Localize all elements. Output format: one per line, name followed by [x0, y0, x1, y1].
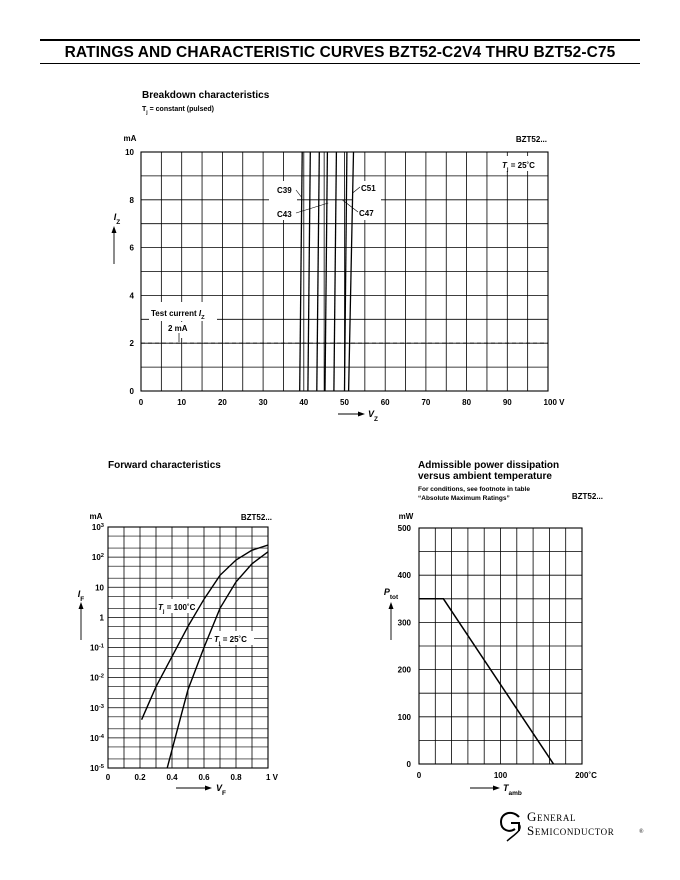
logo-line-1: General — [527, 809, 577, 824]
chart1-test-current-label: Test current $I_Z$ — [151, 309, 205, 321]
chart2-ytick-label: $10^{-3}$ — [89, 703, 104, 713]
chart1-xtick-label: 20 — [217, 398, 227, 407]
logo-wordmark — [527, 809, 645, 838]
chart2-xtick-label: 0.6 — [198, 773, 210, 782]
chart2-xtick-label: 0.4 — [166, 773, 178, 782]
chart1-label-c39: C39 — [277, 186, 292, 195]
chart2-ytick-label: $10^{-4}$ — [89, 733, 104, 743]
chart1-ytick-label: 8 — [129, 195, 134, 205]
chart2-xlabel: $V_F$ — [216, 783, 226, 797]
chart1-ytick-label: 6 — [129, 243, 134, 253]
chart2-tag: BZT52... — [240, 513, 272, 522]
chart2-ytick-label: $10^2$ — [91, 553, 104, 563]
chart3-xlabel: $T_{amb}$ — [503, 783, 522, 797]
chart1-leader-c43 — [296, 203, 328, 213]
chart2-ytick-label: $10^{-2}$ — [89, 673, 104, 683]
chart2-label-tj-25: $T_j$ = 25˚C — [214, 635, 247, 647]
chart2-ytick-label: 10 — [95, 583, 104, 593]
chart3-ylabel-arrow-head — [389, 602, 394, 609]
chart3-tag: BZT52... — [571, 492, 603, 501]
chart3-yunit: mW — [398, 512, 414, 521]
chart1-label-c51: C51 — [361, 184, 376, 193]
chart3-note-line1: For conditions, see footnote in table — [418, 486, 530, 493]
chart1-xtick-label: 100 V — [543, 398, 565, 407]
chart1-xtick-label: 0 — [138, 398, 144, 407]
chart2-xlabel-arrow-head — [205, 786, 212, 791]
chart1-ytick-label: 0 — [129, 387, 134, 396]
chart1-subtitle: $T_j$ = constant (pulsed) — [142, 106, 214, 116]
chart1-xtick-label: 80 — [462, 398, 472, 407]
chart2-title: Forward characteristics — [108, 460, 221, 471]
chart1-yunit: mA — [123, 134, 137, 143]
chart2-xtick-label: 0.8 — [230, 773, 242, 782]
chart1-xlabel-arrow-head — [358, 412, 365, 417]
chart3-xtick-label: 200˚C — [575, 771, 597, 780]
chart2-ylabel-arrow-head — [79, 602, 84, 609]
chart3-ytick-label: 100 — [397, 712, 411, 722]
chart2-ytick-label: $10^{-5}$ — [89, 764, 104, 773]
chart3-ytick-label: 400 — [397, 571, 411, 581]
chart1-xtick-label: 40 — [299, 398, 309, 407]
chart3-ytick-label: 300 — [397, 618, 411, 628]
chart3-ylabel: $P_{tot}$ — [383, 587, 399, 601]
chart1-condition: $T_j$ = 25˚C — [502, 161, 535, 173]
chart2-xtick-label: 1 V — [265, 773, 279, 782]
chart3-note-line2: “Absolute Maximum Ratings” — [418, 495, 510, 502]
chart1-xtick-label: 60 — [380, 398, 390, 407]
chart2-ylabel: $I_F$ — [77, 589, 85, 603]
chart2-xtick-label: 0 — [105, 773, 111, 782]
company-logo — [497, 808, 647, 842]
chart1-xtick-label: 30 — [258, 398, 268, 407]
page-title: RATINGS AND CHARACTERISTIC CURVES BZT52-C2V4 THRU BZT52-C75 — [64, 44, 616, 61]
gs-logo-icon — [497, 808, 527, 842]
chart1-ytick-label: 2 — [129, 339, 134, 349]
chart2-curve-tj-25 — [167, 552, 268, 768]
chart1-title: Breakdown characteristics — [142, 90, 270, 101]
chart2-ytick-label: $10^3$ — [91, 523, 104, 532]
chart3-title-line2: versus ambient temperature — [418, 471, 552, 482]
chart1-tag: BZT52... — [515, 135, 547, 144]
chart2-xtick-label: 0.2 — [134, 773, 146, 782]
chart3-xlabel-arrow-head — [493, 786, 500, 791]
chart1-xtick-label: 90 — [502, 398, 512, 407]
chart3-xtick-label: 0 — [416, 771, 422, 780]
chart3-xtick-label: 100 — [493, 771, 508, 780]
logo-registered-mark: ® — [639, 829, 645, 835]
chart3-title-line1: Admissible power dissipation — [418, 460, 560, 471]
logo-line-2: Semiconductor — [527, 823, 615, 838]
chart1-test-current-value: 2 mA — [168, 324, 188, 333]
chart1-xtick-label: 10 — [177, 398, 187, 407]
chart2-label-tj-100: $T_j$ = 100˚C — [158, 603, 196, 615]
chart2-ytick-label: $10^{-1}$ — [89, 643, 104, 653]
chart2-ytick-label: 1 — [99, 613, 104, 623]
chart1-ylabel-arrow-head — [112, 226, 117, 233]
chart2-yunit: mA — [89, 512, 103, 521]
chart3-ytick-label: 500 — [397, 524, 411, 533]
chart3-ytick-label: 200 — [397, 665, 411, 675]
chart1-label-c43: C43 — [277, 210, 292, 219]
chart1-ytick-label: 10 — [125, 148, 134, 157]
chart3-ytick-label: 0 — [406, 760, 411, 769]
chart1-ylabel: $I_Z$ — [113, 212, 121, 226]
chart1-xlabel: $V_Z$ — [368, 409, 378, 423]
chart1-xtick-label: 50 — [340, 398, 349, 407]
chart1-xtick-label: 70 — [421, 398, 431, 407]
chart1-ytick-label: 4 — [129, 291, 134, 301]
chart1-label-c47: C47 — [359, 209, 374, 218]
